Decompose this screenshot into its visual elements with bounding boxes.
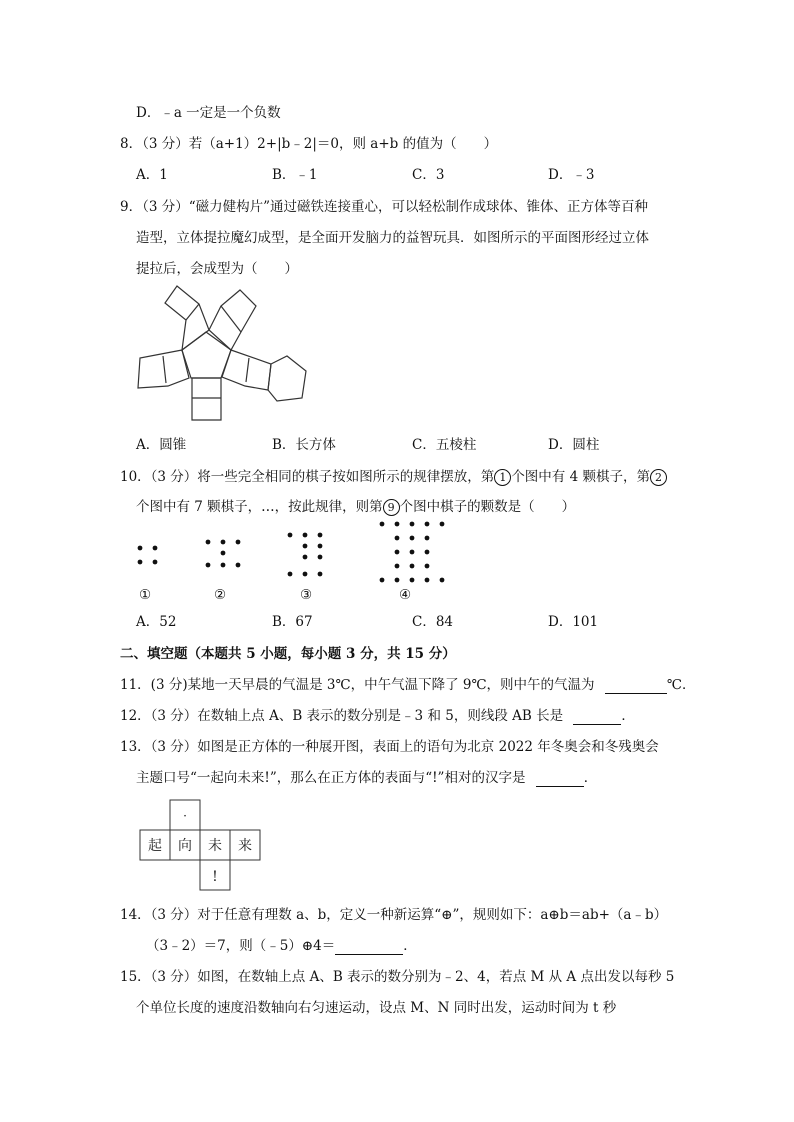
- chess-piece-dot-fig3: [318, 572, 323, 577]
- q14-end: ．: [403, 938, 417, 954]
- chess-piece-dot-fig2: [221, 551, 226, 556]
- q10-line-1: [120, 468, 667, 486]
- chess-piece-dot-fig4: [395, 536, 400, 541]
- chess-piece-dot-fig4: [395, 564, 400, 569]
- net-cell-xiang: 向: [178, 838, 192, 854]
- q13-end: ．: [583, 770, 598, 786]
- chess-piece-dot-fig3: [303, 555, 308, 560]
- chess-piece-dot-fig2: [206, 540, 211, 545]
- chess-piece-dot-fig3: [288, 533, 293, 538]
- q14-answer-blank[interactable]: [335, 940, 403, 955]
- net-top-cell: ·: [183, 809, 187, 823]
- q10-line-1-b: 个图中有 4 颗棋子，第: [511, 469, 650, 485]
- net-cell-wei: 未: [208, 838, 222, 854]
- chess-piece-dot-fig4: [410, 536, 415, 541]
- q10-option-b: B．67: [272, 614, 313, 630]
- q10-option-c: C．84: [412, 614, 454, 630]
- q12-line: [120, 707, 635, 725]
- net-cell-lai: 来: [238, 838, 252, 854]
- q10-fig-label-3: ③: [300, 587, 313, 603]
- q8-option-a: A．1: [136, 167, 168, 183]
- chess-piece-dot-fig4: [380, 578, 385, 583]
- chess-piece-dot-fig4: [425, 564, 430, 569]
- q11-answer-blank[interactable]: [605, 679, 667, 694]
- chess-piece-dot-fig4: [425, 578, 430, 583]
- circled-2: 2: [650, 469, 667, 486]
- chess-piece-dot-fig3: [318, 544, 323, 549]
- chess-piece-dot-fig4: [380, 522, 385, 527]
- q11-line: [120, 676, 695, 694]
- q15-line-2: 个单位长度的速度沿数轴向右匀速运动，设点 M、N 同时出发，运动时间为 t 秒: [136, 1000, 617, 1016]
- net-bottom-cell: !: [212, 869, 218, 885]
- q13-answer-blank[interactable]: [536, 772, 584, 787]
- chess-piece-dot-fig2: [236, 563, 241, 568]
- q9-pentagon-net-figure: [132, 284, 316, 424]
- q12-answer-blank[interactable]: [573, 710, 621, 725]
- chess-piece-dot-fig3: [318, 555, 323, 560]
- q13-cube-net-figure: [136, 798, 262, 892]
- circled-1: 1: [494, 469, 511, 486]
- q9-option-c: C．五棱柱: [412, 437, 477, 453]
- q13-line-1: 13．（3 分）如图是正方体的一种展开图，表面上的语句为北京 2022 年冬奥会和冬残奥会: [120, 739, 659, 755]
- chess-piece-dot-fig2: [236, 540, 241, 545]
- q9-option-d: D．圆柱: [548, 437, 600, 453]
- chess-piece-dot-fig4: [395, 550, 400, 555]
- q10-option-d: D．101: [548, 614, 599, 630]
- q8-option-c: C．3: [412, 167, 445, 183]
- q9-option-a: A．圆锥: [136, 437, 187, 453]
- chess-piece-dot-fig4: [410, 550, 415, 555]
- chess-piece-dot-fig2: [206, 563, 211, 568]
- chess-piece-dot-fig2: [221, 563, 226, 568]
- q10-line-1-a: 10．（3 分）将一些完全相同的棋子按如图所示的规律摆放，第: [120, 469, 495, 485]
- chess-piece-dot-fig1: [153, 546, 158, 551]
- chess-piece-dot-fig4: [395, 522, 400, 527]
- chess-piece-dot-fig3: [318, 533, 323, 538]
- circled-9: 9: [383, 499, 400, 516]
- q9-line-3: 提拉后，会成型为（ ）: [136, 261, 298, 277]
- chess-piece-dot-fig4: [410, 522, 415, 527]
- q10-line-2: [136, 498, 575, 516]
- chess-piece-dot-fig3: [288, 572, 293, 577]
- chess-piece-dot-fig2: [221, 540, 226, 545]
- q9-option-b: B．长方体: [272, 437, 336, 453]
- q10-fig-label-4: ④: [399, 587, 412, 603]
- chess-piece-dot-fig3: [303, 572, 308, 577]
- q15-line-1: 15．（3 分）如图，在数轴上点 A、B 表示的数分别为﹣2、4，若点 M 从 A 点出发以每秒 5: [120, 969, 675, 985]
- q8-stem: 8．（3 分）若（a+1）2+|b﹣2|＝0，则 a+b 的值为（ ）: [120, 136, 498, 152]
- q14-line-2: [146, 937, 417, 955]
- q13-text: 主题口号“一起向未来!”，那么在正方体的表面与“!”相对的汉字是: [136, 770, 526, 786]
- chess-piece-dot-fig4: [425, 522, 430, 527]
- chess-piece-dot-fig4: [425, 536, 430, 541]
- net-cell-qi: 起: [148, 838, 162, 854]
- q10-fig-label-1: ①: [139, 587, 152, 603]
- q9-line-1: 9．（3 分）“磁力健构片”通过磁铁连接重心，可以轻松制作成球体、锥体、正方体等百种: [120, 199, 649, 215]
- q10-line-2-b: 个图中棋子的颗数是（ ）: [399, 499, 576, 515]
- q11-unit: ℃．: [666, 677, 696, 693]
- chess-piece-dot-fig1: [138, 560, 143, 565]
- q12-end: ．: [621, 708, 635, 724]
- chess-piece-dot-fig4: [410, 578, 415, 583]
- q10-line-2-a: 个图中有 7 颗棋子，…，按此规律，则第: [136, 499, 383, 515]
- q8-option-b: B．﹣1: [272, 167, 318, 183]
- chess-piece-dot-fig4: [410, 564, 415, 569]
- q11-text: 11．(3 分)某地一天早晨的气温是 3℃，中午气温下降了 9℃，则中午的气温为: [120, 677, 595, 693]
- chess-piece-dot-fig3: [303, 533, 308, 538]
- q12-text: 12．（3 分）在数轴上点 A、B 表示的数分别是﹣3 和 5，则线段 AB 长是: [120, 708, 564, 724]
- q10-fig-label-2: ②: [214, 587, 227, 603]
- q9-line-2: 造型，立体提拉魔幻成型，是全面开发脑力的益智玩具．如图所示的平面图形经过立体: [136, 230, 649, 246]
- chess-piece-dot-fig4: [440, 578, 445, 583]
- section-2-heading: 二、填空题（本题共 5 小题，每小题 3 分，共 15 分）: [120, 646, 456, 662]
- q7-option-d: D．﹣a 一定是一个负数: [136, 105, 281, 121]
- q10-dot-pattern-figure: [130, 518, 450, 588]
- chess-piece-dot-fig3: [303, 544, 308, 549]
- q14-line-1: 14．（3 分）对于任意有理数 a、b，定义一种新运算“⊕”，规则如下：a⊕b＝ab+（a﹣b）: [120, 907, 668, 923]
- chess-piece-dot-fig4: [395, 578, 400, 583]
- q10-option-a: A．52: [136, 614, 177, 630]
- chess-piece-dot-fig1: [138, 546, 143, 551]
- chess-piece-dot-fig4: [440, 522, 445, 527]
- chess-piece-dot-fig1: [153, 560, 158, 565]
- q14-text: （3﹣2）＝7，则（﹣5）⊕4＝: [146, 938, 336, 954]
- q13-line-2: [136, 769, 597, 787]
- chess-piece-dot-fig4: [425, 550, 430, 555]
- q8-option-d: D．﹣3: [548, 167, 595, 183]
